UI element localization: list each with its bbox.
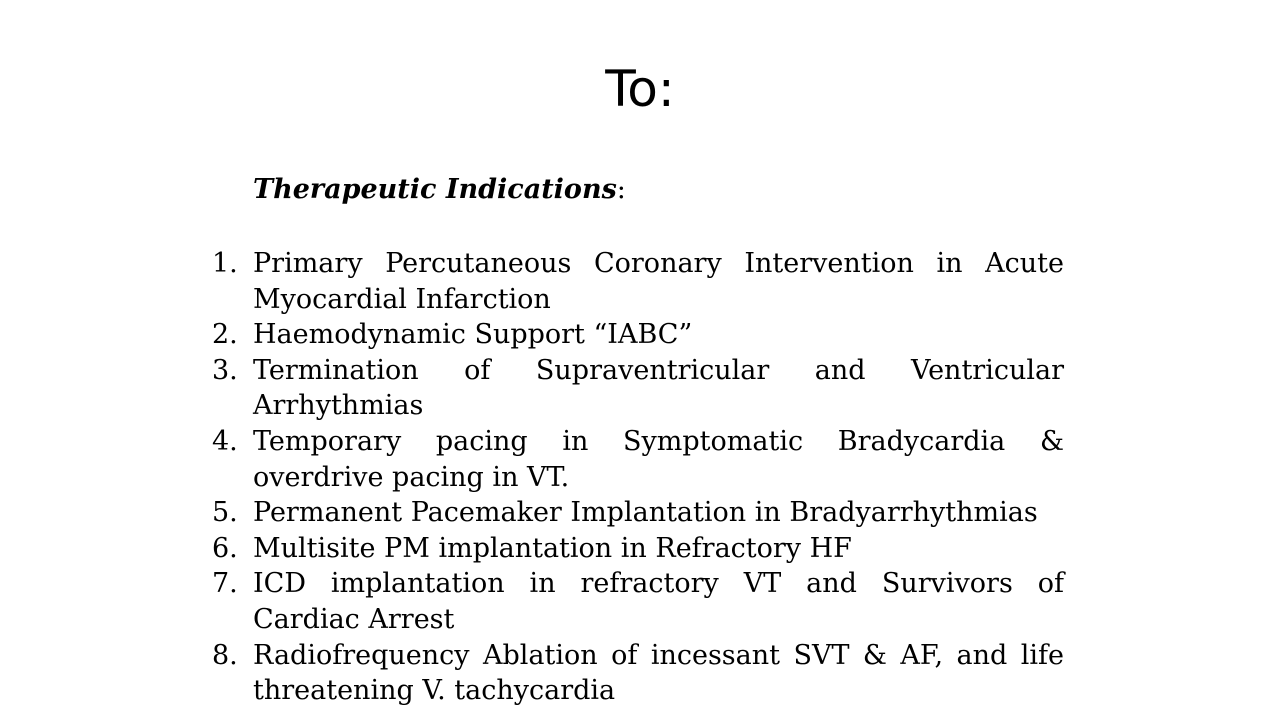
indications-list [212, 246, 1064, 709]
list-item-number: 4. [212, 425, 238, 457]
list-item-text: Termination of Supraventricular and Ventricular Arrhythmias [253, 354, 1064, 422]
list-item-text: Radiofrequency Ablation of incessant SVT & AF, and life threatening V. tachycardia [253, 639, 1064, 707]
list-item-number: 1. [212, 248, 238, 279]
list-item-text: Primary Percutaneous Coronary Intervention in Acute Myocardial Infarction [253, 248, 1064, 315]
list-item-number: 5. [212, 497, 238, 529]
list-item-number: 6. [212, 532, 238, 564]
slide-title: To: [605, 60, 675, 118]
list-item [212, 424, 1064, 495]
list-item-text: Permanent Pacemaker Implantation in Bradyarrhythmias [253, 497, 1038, 529]
list-item-text: Temporary pacing in Symptomatic Bradycardia & overdrive pacing in VT. [253, 425, 1064, 493]
list-item [212, 353, 1064, 424]
list-item-number: 2. [212, 319, 238, 351]
list-item-number: 3. [212, 354, 238, 386]
list-item [212, 566, 1064, 637]
section-heading-colon: : [616, 174, 626, 205]
list-item [212, 246, 1064, 317]
list-item-number: 8. [212, 639, 238, 671]
list-item [212, 317, 1064, 353]
list-item [212, 638, 1064, 709]
list-item-text: ICD implantation in refractory VT and Survivors of Cardiac Arrest [253, 568, 1064, 635]
list-item [212, 495, 1064, 531]
list-item-text: Multisite PM implantation in Refractory HF [253, 532, 852, 564]
section-heading [253, 170, 1064, 210]
section-heading-label: Therapeutic Indications [253, 174, 617, 205]
list-item-number: 7. [212, 568, 238, 600]
list-item [212, 531, 1064, 567]
slide-content [212, 170, 1064, 709]
list-item-text: Haemodynamic Support “IABC” [253, 319, 693, 351]
